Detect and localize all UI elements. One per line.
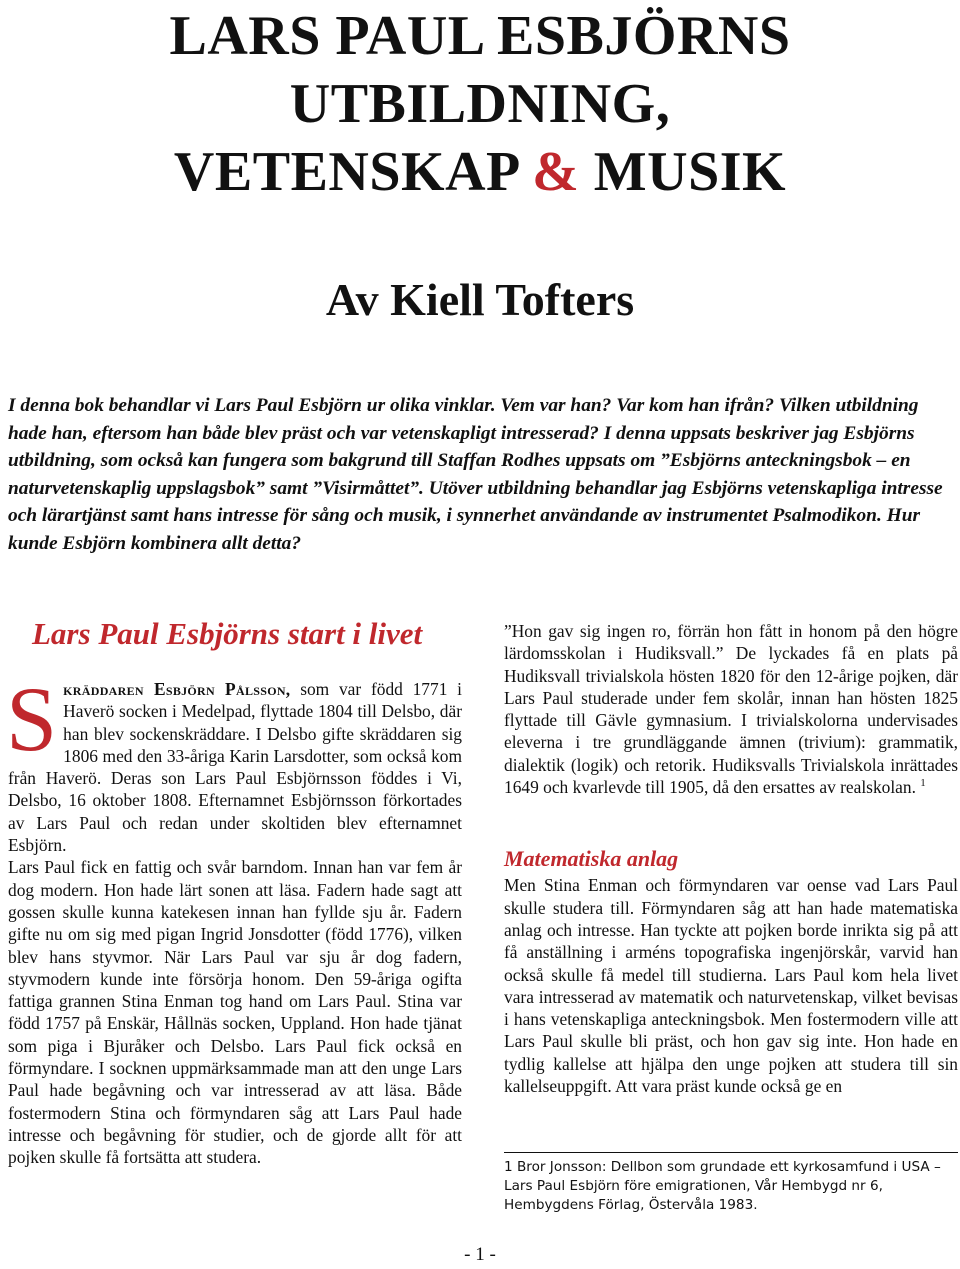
section-1-paragraph-1: [6, 668, 462, 856]
page-number: - 1 -: [464, 1244, 496, 1265]
title-line-3-start: VETENSKAP: [173, 141, 533, 203]
lead-in-text: kräddaren Esbjörn Pålsson,: [63, 679, 291, 699]
right-paragraph-1: [504, 620, 958, 798]
section-1-paragraph-2: Lars Paul fick en fattig och svår barndom. Innan han var fem år dog modern. Hon hade lärt sonen att läsa. Fadern hade sagt att gossen skulle kunna katekesen innan han fyllde sju år. Fadern gifte nu om sig med pigan Ingrid Jonsdotter (född 1776), vilken blev hans styvmor. När Lars Paul var sju år dog fadern, styvmodern kunde inte försörja honom. Den 59-åriga ogifta fattiga grannen Stina Enman tog hand om Lars Paul. Stina var född 1757 på Enskär, Hållnäs socken, Uppland. Hon hade tjänat som piga i Bjuråker och Delsbo. Lars Paul fick också en förmyndare. I socknen uppmärksammade man att den unge Lars Paul hade begåvning och var intresserad av att läsa. Både fostermodern Stina och förmyndaren såg att Lars Paul hade intresse och begåvning för studier, och de gjorde allt för att pojken skulle få fortsätta att studera.: [8, 857, 462, 1168]
title-line-3: [0, 138, 960, 206]
document-title: [0, 2, 960, 206]
right-paragraph-2: Men Stina Enman och förmyndaren var oense vad Lars Paul skulle studera till. Förmyndaren såg att han hade matematiska anlag och intresse. Han tyckte att pojken borde inrikta sig på att få anställning i arméns topografiska ingenjörskår, varvid han också skulle få medel till studierna. Lars Paul kom hela livet vara intresserad av matematik och naturvetenskap, vilket bevisas i hans vetenskapliga anteckningsbok. Men fostermodern ville att Lars Paul skulle bli präst, och hon gav sig inte. Hon hade en tydlig kallelse att hjälpa den unge pojken att studera till sin kallelseuppgift. Att vara präst kunde också ge en: [504, 875, 958, 1097]
right-paragraph-1-text: ”Hon gav sig ingen ro, förrän hon fått in honom på den högre lärdomsskolan i Hudiksvall.” De lyckades få en plats på Hudiksvall trivialskola hösten 1820 för den 12-årige pojken, där Lars Paul studerade under fem skolår, innan han hösten 1825 flyttade till Gävle gymnasium. I trivialskolorna undervisades eleverna i tre grundläggande ämnen (trivium): grammatik, dialektik (logik) och retorik. Hudiksvalls Trivialskola inrättades 1649 och kvarlevde till 1905, då den ersattes av realskolan.: [504, 621, 958, 798]
title-line-2: UTBILDNING,: [289, 73, 671, 135]
section-1-paragraph-1-text: som var född 1771 i Haverö socken i Medelpad, flyttade 1804 till Delsbo, där han blev sockenskräddare. I Delsbo gifte skräddaren sig 1806 med den 33-åriga Karin Larsdotter, som också kom från Haverö. Deras son Lars Paul Esbjörnsson föddes i Vi, Delsbo, 16 oktober 1808. Efternamnet Esbjörnsson förkortades av Lars Paul och redan under skoltiden blev efternamnet Esbjörn.: [8, 679, 462, 856]
footnote-reference: 1: [920, 777, 926, 790]
right-column: [504, 620, 958, 1097]
footnote-divider: [504, 1152, 958, 1153]
drop-cap: S: [6, 668, 58, 770]
intro-paragraph: I denna bok behandlar vi Lars Paul Esbjörn ur olika vinklar. Vem var han? Var kom han ifrån? Vilken utbildning hade han, eftersom han både blev präst och var vetenskapligt intresserad? I denna uppsats beskriver jag Esbjörns utbildning, som också kan fungera som bakgrund till Staffan Rodhes uppsats om ”Esbjörns anteckningsbok – en naturvetenskaplig uppslagsbok” samt ”Visirmåttet”. Utöver utbildning behandlar jag Esbjörns vetenskapliga intresse och lärartjänst samt hans intresse för sång och musik, i synnerhet användande av instrumentet Psalmodikon. Hur kunde Esbjörn kombinera allt detta?: [8, 395, 943, 554]
section-heading-start-in-life: Lars Paul Esbjörns start i livet: [32, 616, 423, 651]
left-column: [8, 612, 462, 1169]
footnote-text: 1 Bror Jonsson: Dellbon som grundade ett kyrkosamfund i USA – Lars Paul Esbjörn före emigrationen, Vår Hembygd nr 6, Hembygdens Förlag, Östervåla 1983.: [504, 1159, 941, 1213]
author-byline: Av Kiell Tofters: [325, 274, 635, 325]
section-heading-math: Matematiska anlag: [504, 846, 679, 872]
title-ampersand: &: [532, 141, 580, 203]
title-line-1: LARS PAUL ESBJÖRNS: [169, 5, 791, 67]
title-line-3-end: MUSIK: [579, 141, 787, 203]
